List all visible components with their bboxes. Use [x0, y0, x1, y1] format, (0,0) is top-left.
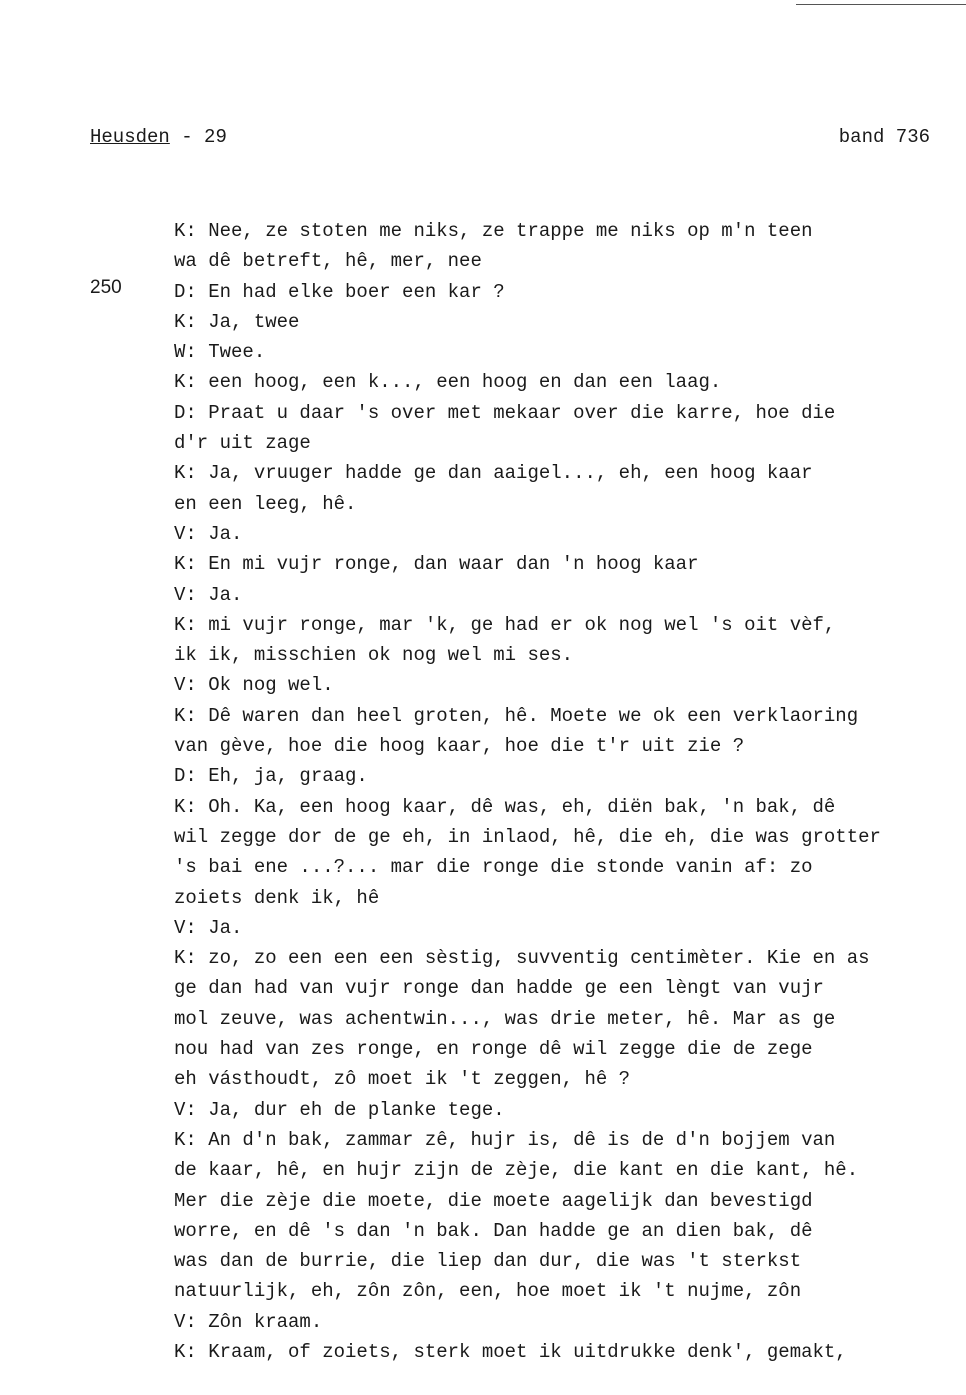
transcript-line: K: Ja, twee — [174, 310, 300, 333]
transcript-line: en een leeg, hê. — [174, 492, 357, 515]
transcript-line: d'r uit zage — [174, 432, 311, 455]
transcript-line: V: Ja. — [174, 583, 243, 606]
transcript-line: D: Eh, ja, graag. — [174, 765, 368, 788]
transcript-line: zoiets denk ik, hê — [174, 886, 380, 909]
page-header-left — [90, 126, 227, 148]
transcript-line: K: mi vujr ronge, mar 'k, ge had er ok nog wel 's oit vèf, — [174, 613, 836, 636]
place-name: Heusden — [90, 126, 170, 148]
transcript-line: wil zegge dor de ge eh, in inlaod, hê, die eh, die was grotter — [174, 825, 881, 848]
transcript-line: K: Dê waren dan heel groten, hê. Moete we ok een verklaoring — [174, 704, 859, 727]
transcript-line: W: Twee. — [174, 341, 266, 364]
transcript-body — [174, 216, 954, 1367]
transcript-line: K: En mi vujr ronge, dan waar dan 'n hoog kaar — [174, 553, 699, 576]
transcript-line: K: Nee, ze stoten me niks, ze trappe me niks op m'n teen — [174, 220, 813, 242]
transcript-line: V: Ja, dur eh de planke tege. — [174, 1098, 505, 1121]
transcript-line: worre, en dê 's dan 'n bak. Dan hadde ge an dien bak, dê — [174, 1219, 813, 1242]
transcript-line: van gève, hoe die hoog kaar, hoe die t'r uit zie ? — [174, 735, 745, 758]
transcript-line: V: Ja. — [174, 916, 243, 939]
transcript-line: K: een hoog, een k..., een hoog en dan een laag. — [174, 371, 722, 394]
top-rule — [796, 4, 966, 5]
transcript-line: ik ik, misschien ok nog wel mi ses. — [174, 644, 574, 667]
transcript-line: Mer die zèje die moete, die moete aagelijk dan bevestigd — [174, 1189, 813, 1212]
transcript-line: wa dê betreft, hê, mer, nee — [174, 250, 482, 273]
transcript-line: ge dan had van vujr ronge dan hadde ge een lèngt van vujr — [174, 977, 824, 1000]
margin-line-number: 250 — [90, 277, 122, 298]
transcript-line: V: Ja. — [174, 522, 243, 545]
transcript-line: V: Ok nog wel. — [174, 674, 334, 697]
transcript-line: D: En had elke boer een kar ? — [174, 280, 505, 303]
transcript-line: V: Zôn kraam. — [174, 1310, 323, 1333]
tape-label: band 736 — [838, 126, 930, 148]
page-number: 29 — [204, 126, 227, 148]
transcript-line: 's bai ene ...?... mar die ronge die stonde vanin af: zo — [174, 856, 813, 879]
transcript-line: was dan de burrie, die liep dan dur, die was 't sterkst — [174, 1250, 802, 1273]
transcript-line: mol zeuve, was achentwin..., was drie meter, hê. Mar as ge — [174, 1007, 836, 1030]
transcript-line: natuurlijk, eh, zôn zôn, een, hoe moet ik 't nujme, zôn — [174, 1280, 802, 1303]
transcript-line: K: An d'n bak, zammar zê, hujr is, dê is de d'n bojjem van — [174, 1128, 836, 1151]
transcript-line: K: Ja, vruuger hadde ge dan aaigel..., eh, een hoog kaar — [174, 462, 813, 485]
transcript-line: nou had van zes ronge, en ronge dê wil zegge die de zege — [174, 1038, 813, 1061]
transcript-line: K: Kraam, of zoiets, sterk moet ik uitdrukke denk', gemakt, — [174, 1340, 847, 1363]
transcript-line: K: Oh. Ka, een hoog kaar, dê was, eh, diën bak, 'n bak, dê — [174, 795, 836, 818]
header-separator: - — [169, 126, 205, 148]
transcript-line: D: Praat u daar 's over met mekaar over die karre, hoe die — [174, 401, 836, 424]
transcript-line: de kaar, hê, en hujr zijn de zèje, die kant en die kant, hê. — [174, 1159, 859, 1182]
transcript-line: eh vásthoudt, zô moet ik 't zeggen, hê ? — [174, 1068, 631, 1091]
transcript-line: K: zo, zo een een een sèstig, suvventig centimèter. Kie en as — [174, 947, 870, 970]
